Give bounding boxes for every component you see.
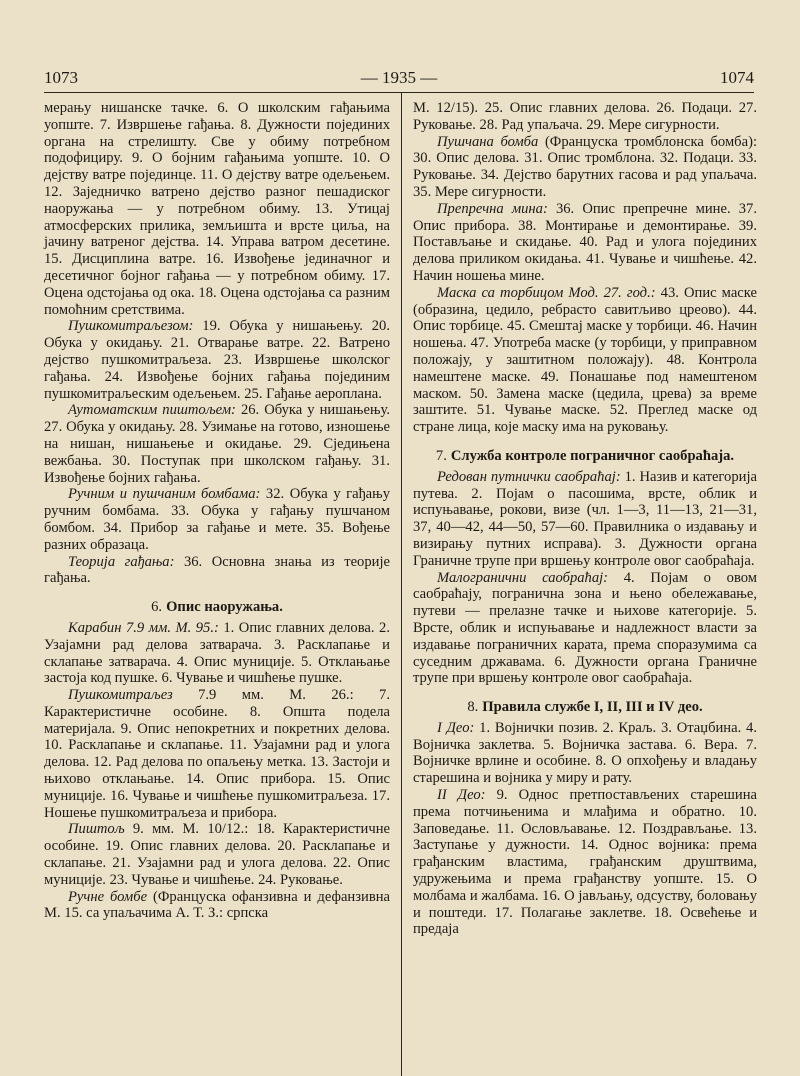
paragraph xyxy=(413,570,757,688)
section-title: Опис наоружања. xyxy=(166,599,283,616)
section-title: Служба контроле пограничног саобраћаја. xyxy=(450,447,735,464)
paragraph xyxy=(413,201,757,285)
paragraph-text: 7.9 мм. М. 26.: 7. Карактеристичне особине. 8. Општа подела материјала. 9. Опис непокретних и покретних делова. 10. Расклапање и склапање. 11. Узајамни рад и улога делова. 12. Рад делова по опаљењу метка. 13. Застоји и њихово отклањање. 14. Опис прибора. 15. Опис муниције. 16. Чување и чишћење пушкомитраљеза. 17. Ношење пушкомитраљеза и прибора. xyxy=(44,687,390,821)
paragraph xyxy=(413,285,757,436)
paragraph xyxy=(44,486,390,553)
header-rule xyxy=(44,92,754,93)
paragraph-text: 32. Обука у гађању ручним бомбама. 33. Обука у гађању пушчаном бомбом. 34. Прибор за гађање и мете. 35. Вођење разних образаца. xyxy=(44,486,391,553)
paragraph-text: 26. Обука у нишањењу. 27. Обука у окидању. 28. Узимање на готово, изношење на нишан, нишањење и окидање. 29. Сједињена вежбања. 30. Поступак при школском гађању. 31. Извођење бојних гађања. xyxy=(44,402,390,486)
paragraph xyxy=(413,134,757,201)
italic-label: Редован путнички саобраћај: xyxy=(437,468,621,485)
paragraph-text: 9. мм. М. 10/12.: 18. Карактеристичне особине. 19. Опис главних делова. 20. Расклапање и склапање. 21. Узајамни рад и улога делова. 22. Опис муниције. 23. Чување и чишћење. 24. Руковање. xyxy=(44,821,390,888)
italic-label: I Део: xyxy=(437,719,475,736)
page-header xyxy=(44,64,754,90)
italic-label: Пиштољ xyxy=(68,821,125,838)
section-heading xyxy=(413,448,757,465)
left-page-number: 1073 xyxy=(44,68,78,87)
right-page-number: 1074 xyxy=(720,68,754,87)
paragraph: мерању нишанске тачке. 6. О школским гађањима уопште. 7. Извршење гађања. 8. Дужности појединих органа на стрелишту. Све у обиму потребном подофициру. 9. О бојним гађањима уопште. 10. О дејству ватре појединце. 11. О дејству ватре одељењем. 12. Заједничко ватрено дејство разног пешадиског наоружања — у потребном обиму. 13. Утицај атмосферских прилика, земљишта и врсте циља, на јачину ватреног дејства. 14. Управа ватром десетине. 15. Дисциплина ватре. 16. Извођење јединачног и десетичног бојног гађања — у потребном обиму. 17. Оцена одстојања од ока. 18. Оцена одстојања са разним помоћним сретствима. xyxy=(44,100,390,318)
paragraph xyxy=(44,554,390,588)
italic-label: Пушкомитраљезом: xyxy=(68,318,194,335)
paragraph-text: 1. Војнички позив. 2. Краљ. 3. Отаџбина. 4. Војничка заклетва. 5. Војничка застава. 6. Вера. 7. Војничке врлине и особине. 8. О опхођењу и владању старешина и војника у миру и рату. xyxy=(413,719,757,787)
italic-label: Пушчана бомба xyxy=(437,133,539,150)
paragraph xyxy=(413,469,757,570)
paragraph-text: 36. Опис препречне мине. 37. Опис прибора. 38. Монтирање и демонтирање. 39. Постављање и скидање. 40. Рад и улога појединих делова приликом окидања. 41. Чување и чишћење. 42. Начин ношења мине. xyxy=(413,200,757,284)
paragraph xyxy=(44,318,390,402)
paragraph-text: 9. Однос претпостављених старешина према потчињенима и млађима и обратно. 10. Заповедање. 11. Ословљавање. 12. Поздрављање. 13. Заступање у дужности. 14. Однос војника: према грађанским властима, грађанским друштвима, удружењима и према грађанству уопште. 15. О молбама и жалбама. 16. О јављању, одсуству, боловању и поштеди. 17. Полагање заклетве. 18. Освећење и предаја xyxy=(413,787,757,938)
left-column xyxy=(44,100,390,922)
section-heading xyxy=(44,599,390,616)
section-number: 7. xyxy=(435,447,447,464)
italic-label: Аутоматским пиштољем: xyxy=(68,402,236,419)
italic-label: Ручне бомбе xyxy=(68,888,148,905)
italic-label: Маска са торбицом Мод. 27. год.: xyxy=(437,284,656,301)
section-number: 6. xyxy=(151,599,163,616)
section-heading xyxy=(413,699,757,716)
paragraph xyxy=(44,889,390,923)
paragraph xyxy=(44,821,390,888)
paragraph-text: 19. Обука у нишањењу. 20. Обука у окидању. 21. Отварање ватре. 22. Ватрено дејство пушкомитраљеза. 23. Извршење школског гађања. 24. Извођење бојних гађања појединим пушкомитраљеским одељењем. 25. Гађање аероплана. xyxy=(44,318,390,402)
paragraph-text: (Француска тромблонска бомба): 30. Опис делова. 31. Опис тромблона. 32. Подаци. 33. Руковање. 34. Дејство барутних гасова и рад упаљача. 35. Мере сигурности. xyxy=(413,133,757,200)
section-title: Правила службе I, II, III и IV део. xyxy=(482,699,703,716)
italic-label: Карабин 7.9 мм. М. 95.: xyxy=(68,619,219,636)
paragraph-text: 1. Опис главних делова. 2. Узајамни рад делова затварача. 3. Расклапање и склапање затварача. 4. Опис муниције. 5. Отклањање застоја код пушке. 6. Чување и чишћење пушке. xyxy=(44,619,390,687)
paragraph-text: 36. Основна знања из теорије гађања. xyxy=(44,553,390,587)
right-column xyxy=(413,100,757,938)
paragraph xyxy=(44,402,390,486)
paragraph xyxy=(413,720,757,787)
paragraph xyxy=(44,687,390,821)
italic-label: Ручним и пушчаним бомбама: xyxy=(68,486,261,503)
italic-label: Пушкомитраљез xyxy=(68,687,173,704)
italic-label: II Део: xyxy=(437,787,486,804)
column-divider xyxy=(401,92,402,1076)
section-number: 8. xyxy=(467,699,479,716)
paragraph-text: 1. Назив и категорија путева. 2. Појам о пасошима, врсте, облик и испуњавање, рокови, визе (чл. 1—3, 11—13, 21—31, 37, 40—42, 44—50, 57—60. Правилника о издавању и визирању путних исправа). 3. Дужности органа Граничне трупе при вршењу контроле овог саобраћаја. xyxy=(413,468,757,569)
paragraph-text: (Француска офанзивна и дефанзивна М. 15. са упаљачима А. Т. З.: српска xyxy=(44,888,390,922)
year-heading: — 1935 — xyxy=(360,68,438,87)
italic-label: Малогранични саобраћај: xyxy=(437,569,609,586)
paragraph: М. 12/15). 25. Опис главних делова. 26. Подаци. 27. Руковање. 28. Рад упаљача. 29. Мере сигурности. xyxy=(413,100,757,133)
italic-label: Теорија гађања: xyxy=(68,553,175,570)
paragraph-text: 43. Опис маске (образина, цедило, ребрасто савитљиво цреово). 44. Опис торбице. 45. Смештај маске у торбици. 46. Начин ношења. 47. Употреба маске (у торбици, у приправном положају, у заштитном положају). 48. Контрола намештене маске. 49. Понашање под намештеном маском. 50. Замена маске (цедила, црева) за време заштите. 51. Чување маске. 52. Преглед маске од стране лица, које маску има на руковању. xyxy=(413,284,757,436)
paragraph xyxy=(413,787,757,938)
italic-label: Препречна мина: xyxy=(437,200,548,217)
paragraph-text: 4. Појам о овом саобраћају, погранична зона и њено обележавање, путеви — прелазне тачке и њихове категорије. 5. Врсте, облик и испуњавање и надлежност власти за издавање пограничних карата, према споразумима са суседним државама. 6. Дужности органа Граничне трупе при вршењу контроле овог саобраћаја. xyxy=(413,569,758,687)
paragraph xyxy=(44,620,390,687)
